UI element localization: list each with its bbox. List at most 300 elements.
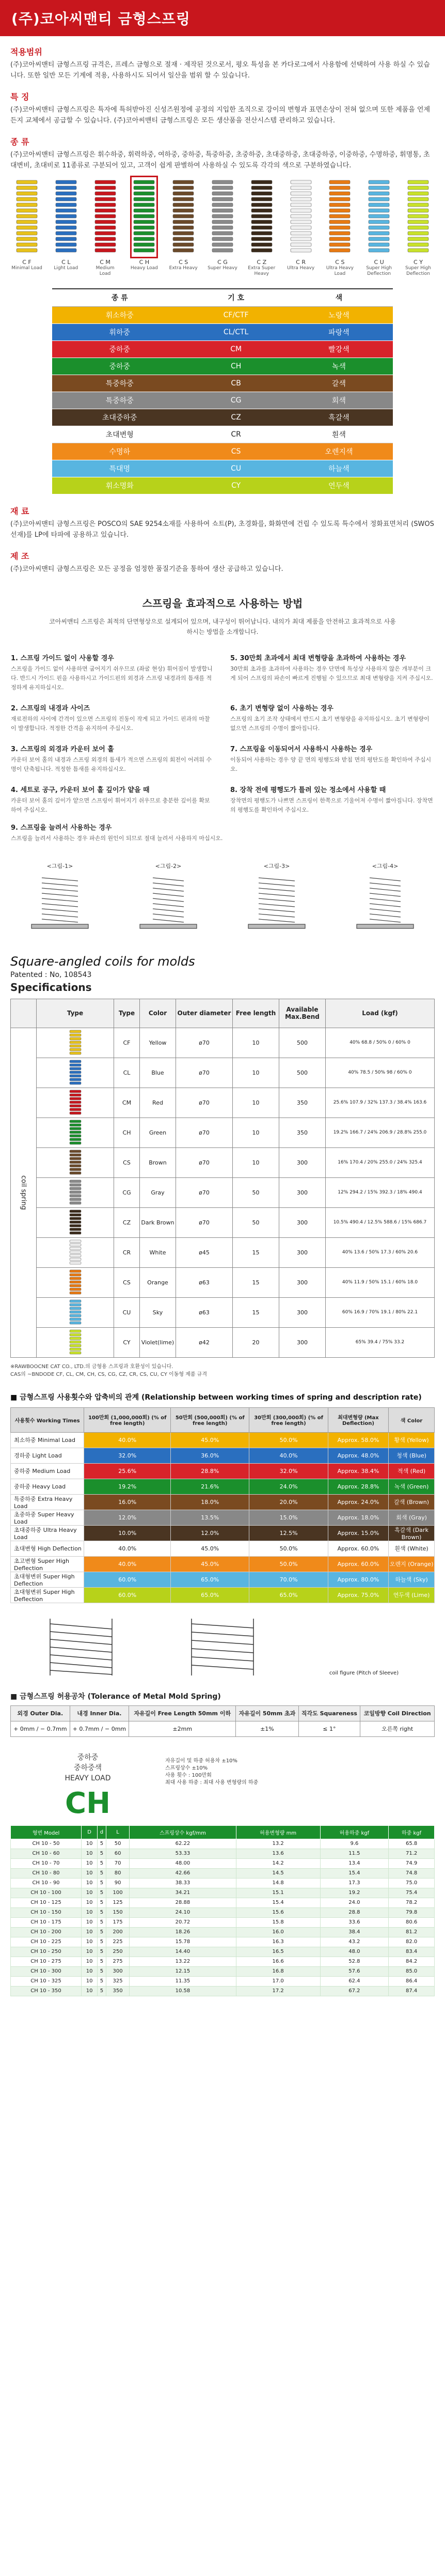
color-table-cell-color: 파랑색: [285, 323, 393, 340]
rel-cell-b: 36.0%: [171, 1448, 249, 1463]
spec-table: [10, 999, 435, 1358]
ch-cell: 81.2: [389, 1927, 435, 1937]
specs-heading: Specifications: [10, 981, 92, 994]
spec-length: 10: [233, 1028, 279, 1058]
spec-bend: 300: [279, 1207, 326, 1237]
ch-cell: 34.21: [130, 1888, 236, 1898]
usage-item-body: 스프링을 가이드 없이 사용하면 굽어지기 쉬우므로 (좌굴 현상) 휘어짐이 발생합니다. 반드시 가이드 핀을 사용하시고 가이드핀의 외경과 스프링 내경과의 틈새를 적정하게 유지하십시오.: [11, 665, 213, 691]
tol-cell: 오른쪽 right: [360, 1721, 435, 1736]
usage-figure-drawing: [119, 870, 217, 932]
color-table-cell-color: 빨강색: [285, 340, 393, 358]
rel-cell-d: Approx. 60.0%: [328, 1556, 388, 1572]
tol-cell: ≤ 1°: [298, 1721, 360, 1736]
ch-cell: 5: [98, 1917, 106, 1927]
spec-od: ø70: [176, 1147, 233, 1177]
spec-col-type-image: Type: [37, 999, 114, 1028]
rel-row: [11, 1510, 435, 1525]
coil-figure-caption: coil figure (Pitch of Sleeve): [329, 1670, 399, 1676]
color-table-cell-code: CY: [187, 477, 285, 494]
tol-cell: + 0mm / − 0.7mm: [11, 1721, 70, 1736]
ch-cell: CH 10 - 325: [11, 1976, 82, 1986]
spring-code: C U: [374, 259, 384, 266]
rel-cell-b: 65.0%: [171, 1572, 249, 1587]
ch-cell: 17.0: [236, 1976, 320, 1986]
rel-cell-c: 40.0%: [249, 1448, 328, 1463]
spec-od: ø70: [176, 1088, 233, 1118]
ch-cell: 57.6: [320, 1966, 389, 1976]
color-table-row: [52, 375, 393, 392]
rel-cell-a: 60.0%: [84, 1572, 171, 1587]
spec-row: [11, 1028, 435, 1058]
rel-cell-c: 24.0%: [249, 1479, 328, 1494]
usage-item-body: 카운터 보어 홀의 내경과 스프링 외경의 틈새가 적으면 스프링의 회전이 어려워 수명이 단축됩니다. 적정한 틈새를 유지하십시오.: [11, 756, 212, 772]
usage-item-body: 30만회 초과를 초과하여 사용하는 경우 단면에 특성상 사용하지 않은 개부분이 크게 되어 스프링의 파손이 빠르게 진행될 수 있으므로 최대 변형량을 지켜 주십시오.: [230, 665, 433, 681]
rel-col-header: 30만회 (300,000회) (% of free length): [249, 1407, 328, 1432]
ch-cell: 82.0: [389, 1937, 435, 1947]
color-table-row: [52, 409, 393, 426]
usage-figure-caption: <그림-1>: [46, 862, 73, 870]
spring-item: [51, 178, 82, 277]
spring-name: Medium Load: [96, 266, 115, 276]
ch-cell: CH 10 - 70: [11, 1858, 82, 1868]
rel-kind: 최소하중 Minimal Load: [11, 1432, 84, 1448]
ch-note-line: 자유길이 및 하중 허용차 ±10%: [165, 1758, 237, 1764]
color-table-cell-kind: 휘소하중: [52, 306, 187, 323]
usage-figures: [11, 862, 434, 934]
rel-cell-b: 18.0%: [171, 1494, 249, 1510]
ch-col-header: 형번 Model: [11, 1825, 82, 1839]
ch-cell: 5: [98, 1947, 106, 1957]
ch-cell: 74.9: [389, 1858, 435, 1868]
spring-code: C Z: [257, 259, 267, 266]
section-heading: 적용범위: [10, 47, 42, 57]
ch-cell: 10: [82, 1839, 98, 1849]
usage-item-body: 스프링의 초기 조작 상태에서 반드시 초기 변형량을 유지하십시오. 초기 변형량이 없으면 스프링의 수명이 짧아집니다.: [230, 715, 430, 732]
spec-type: CY: [114, 1327, 140, 1357]
spec-spring-icon: [69, 1239, 82, 1265]
rel-cell-d: Approx. 48.0%: [328, 1448, 388, 1463]
ch-cell: 71.2: [389, 1849, 435, 1858]
spec-col-bend: Available Max.Bend: [279, 999, 326, 1028]
color-table-cell-color: 연두색: [285, 477, 393, 494]
ch-cell: 78.2: [389, 1898, 435, 1907]
ch-cell: 10: [82, 1957, 98, 1966]
ch-cell: 225: [106, 1937, 130, 1947]
ch-cell: 13.6: [236, 1849, 320, 1858]
spring-code: C Y: [414, 259, 423, 266]
rel-cell-a: 60.0%: [84, 1587, 171, 1603]
spring-item: [129, 178, 160, 277]
ch-cell: 10.58: [130, 1986, 236, 1996]
rel-cell-c: 50.0%: [249, 1556, 328, 1572]
ch-cell: 10: [82, 1917, 98, 1927]
color-table-cell-kind: 중하중: [52, 340, 187, 358]
spec-spring-icon: [69, 1149, 82, 1175]
spring-name: Super High Deflection: [405, 266, 431, 276]
ch-cell: CH 10 - 150: [11, 1907, 82, 1917]
spec-spring-image: [37, 1028, 114, 1058]
spec-od: ø70: [176, 1177, 233, 1207]
rel-row: [11, 1572, 435, 1587]
tol-cell: ±2mm: [129, 1721, 236, 1736]
spec-row: [11, 1207, 435, 1237]
section-body: (주)코아씨맨티 금형스프링은 특자에 특허받아진 신성즈원정에 공정의 지입한 조직으로 강이의 변형과 표면손상이 전혀 없으며 또한 제품을 언제든지 교체에서 공급할 수 있습니다. (주)코아씨맨티 금형스프링은 모든 생산품을 전산시스템 관리하고 있습니다.: [10, 106, 431, 125]
spring-name: Super High Deflection: [366, 266, 392, 276]
color-table-row: [52, 460, 393, 477]
rel-cell-a: 16.0%: [84, 1494, 171, 1510]
ch-cell: CH 10 - 300: [11, 1966, 82, 1976]
ch-cell: 38.4: [320, 1927, 389, 1937]
spec-type: CL: [114, 1058, 140, 1088]
rel-cell-c: 32.0%: [249, 1463, 328, 1479]
spec-length: 15: [233, 1237, 279, 1267]
usage-item: [230, 743, 434, 774]
ch-cell: 5: [98, 1858, 106, 1868]
spec-bend: 500: [279, 1058, 326, 1088]
spec-length: 15: [233, 1267, 279, 1297]
intro-sections: [0, 45, 445, 171]
ch-cell: 33.6: [320, 1917, 389, 1927]
ch-note-line: 사용 횟수 : 100만회: [165, 1772, 212, 1778]
ch-cell: 10: [82, 1858, 98, 1868]
spring-color-table: [52, 288, 393, 494]
spec-side-text: coil spring: [20, 1175, 27, 1210]
spec-row: [11, 1237, 435, 1267]
color-table-cell-code: CB: [187, 375, 285, 392]
ch-cell: CH 10 - 350: [11, 1986, 82, 1996]
usage-figure-caption: <그림-4>: [372, 862, 399, 870]
ch-cell: 5: [98, 1849, 106, 1858]
ch-cell: CH 10 - 80: [11, 1868, 82, 1878]
rel-cell-a: 40.0%: [84, 1432, 171, 1448]
color-table-row: [52, 323, 393, 340]
section-body: (주)코아씨맨티 금형스프링은 휘수하중, 휘력하중, 여하중, 중하중, 특중하중, 초중하중, 초대중하중, 초대중하중, 이중하중, 수명하중, 휘명통, 초대변비, 초대비로 11종류로 구분되어 있고, 고객이 쉽게 판별하여 사용하실 수 있도록 각각의 색으로 구분하였습니다.: [10, 151, 430, 169]
spec-spring-image: [37, 1327, 114, 1357]
usage-figure-drawing: [336, 870, 434, 932]
spec-color: Violet(lime): [140, 1327, 176, 1357]
spec-od: ø63: [176, 1297, 233, 1327]
ch-cell: 62.4: [320, 1976, 389, 1986]
ch-row: [11, 1957, 435, 1966]
ch-cell: 200: [106, 1927, 130, 1937]
material-notes: [0, 505, 445, 575]
spec-spring-image: [37, 1118, 114, 1147]
ch-row: [11, 1986, 435, 1996]
tol-col-header: 외경 Outer Dia.: [11, 1705, 70, 1721]
spec-type: CM: [114, 1088, 140, 1118]
tol-col-header: 자유길이 50mm 초과: [236, 1705, 298, 1721]
ch-cell: 16.5: [236, 1947, 320, 1957]
header-banner: [0, 0, 445, 36]
rel-kind: 초고변형 Super High Deflection: [11, 1556, 84, 1572]
rel-cell-c: 12.5%: [249, 1525, 328, 1541]
spec-row: [11, 1088, 435, 1118]
usage-grid: [11, 653, 434, 815]
spec-od: ø70: [176, 1058, 233, 1088]
spring-coil-icon: [211, 178, 234, 256]
relationship-title: ■ 금형스프링 사용횟수와 압축비의 관계 (Relationship between working times of spring and description rate): [10, 1393, 422, 1402]
usage-item-title: 2. 스프링의 내경과 사이즈: [11, 704, 90, 712]
spec-od: ø70: [176, 1207, 233, 1237]
spec-col-load: Load (kgf): [326, 999, 435, 1028]
ch-cell: 12.15: [130, 1966, 236, 1976]
spec-load: 10.5% 490.4 / 12.5% 588.6 / 15% 686.7: [326, 1207, 435, 1237]
ch-cell: 43.2: [320, 1937, 389, 1947]
ch-cell: 15.4: [320, 1868, 389, 1878]
spring-item: [285, 178, 316, 277]
spec-col-od: Outer diameter: [176, 999, 233, 1028]
spring-code: C G: [217, 259, 228, 266]
spec-type: CZ: [114, 1207, 140, 1237]
ch-cell: 24.0: [320, 1898, 389, 1907]
ch-cell: 48.00: [130, 1858, 236, 1868]
usage-figure-drawing: [228, 870, 326, 932]
spec-type: CS: [114, 1267, 140, 1297]
spec-spring-image: [37, 1058, 114, 1088]
ch-cell: 5: [98, 1957, 106, 1966]
usage-item-title: 5. 30만회 초과에서 최대 변형량을 초과하여 사용하는 경우: [230, 654, 406, 662]
rel-cell-d: Approx. 15.0%: [328, 1525, 388, 1541]
color-table-cell-code: CF/CTF: [187, 306, 285, 323]
spec-spring-image: [37, 1207, 114, 1237]
ch-cell: 250: [106, 1947, 130, 1957]
spec-length: 50: [233, 1177, 279, 1207]
rel-kind: 초대형변위 Super High Deflection: [11, 1587, 84, 1603]
usage-figure-drawing: [11, 870, 109, 932]
spec-color: Sky: [140, 1297, 176, 1327]
color-table-cell-color: 녹색: [285, 358, 393, 375]
rel-cell-c: 70.0%: [249, 1572, 328, 1587]
spring-name: Extra Super Heavy: [248, 266, 276, 276]
rel-cell-color: 황색 (Yellow): [389, 1432, 435, 1448]
ch-cell: 15.6: [236, 1907, 320, 1917]
ch-notes: [165, 1752, 435, 1820]
ch-heavy-load-block: [10, 1752, 435, 1820]
ch-cell: CH 10 - 275: [11, 1957, 82, 1966]
usage-item-body: 이동되어 사용하는 경우 양 끝 면의 평행도와 받침 면의 평탄도를 확인하여 주십시오.: [230, 756, 432, 772]
spec-od: ø45: [176, 1237, 233, 1267]
rel-cell-color: 갈색 (Brown): [389, 1494, 435, 1510]
spec-length: 10: [233, 1058, 279, 1088]
rel-cell-d: Approx. 75.0%: [328, 1587, 388, 1603]
rel-cell-c: 65.0%: [249, 1587, 328, 1603]
ch-cell: 24.10: [130, 1907, 236, 1917]
spec-bend: 300: [279, 1237, 326, 1267]
ch-cell: 10: [82, 1868, 98, 1878]
note-body: (주)코아씨맨티 금형스프링은 POSCO의 SAE 9254소재를 사용하여 쇼트(P), 초경화를, 화화면에 건립 수 있도록 특수에서 정화표면처리 (SWOS 선재)를 LP에 타파에 공용하고 있습니다.: [10, 520, 434, 539]
color-table-cell-color: 갈색: [285, 375, 393, 392]
ch-cell: 80: [106, 1868, 130, 1878]
spec-color: White: [140, 1237, 176, 1267]
ch-col-header: 허용변형량 mm: [236, 1825, 320, 1839]
color-table-row: [52, 340, 393, 358]
spring-coil-icon: [250, 178, 273, 256]
spec-length: 10: [233, 1147, 279, 1177]
section-heading: 종 류: [10, 137, 29, 147]
ch-cell: 14.40: [130, 1947, 236, 1957]
spec-footnote: [0, 1358, 445, 1378]
spec-spring-image: [37, 1237, 114, 1267]
ch-cell: 125: [106, 1898, 130, 1907]
color-table-row: [52, 392, 393, 409]
rel-cell-d: Approx. 60.0%: [328, 1541, 388, 1556]
usage-item-body: 스프링을 늘려서 사용하는 경우 파손의 원인이 되므로 절대 늘려서 사용하지 마십시오.: [11, 834, 223, 842]
spring-name: Extra Heavy: [169, 266, 198, 271]
rel-cell-b: 45.0%: [171, 1556, 249, 1572]
rel-cell-d: Approx. 18.0%: [328, 1510, 388, 1525]
spec-load: 19.2% 166.7 / 24% 206.9 / 28.8% 255.0: [326, 1118, 435, 1147]
usage-title: 스프링을 효과적으로 사용하는 방법: [142, 597, 303, 610]
rel-cell-b: 45.0%: [171, 1541, 249, 1556]
color-table-cell-kind: 수명하: [52, 443, 187, 460]
rel-kind: 초대중하중 Ultra Heavy Load: [11, 1525, 84, 1541]
spring-coil-icon: [407, 178, 430, 256]
ch-cell: 10: [82, 1966, 98, 1976]
rel-cell-b: 65.0%: [171, 1587, 249, 1603]
color-table-cell-code: CS: [187, 443, 285, 460]
color-table-cell-code: CL/CTL: [187, 323, 285, 340]
col-header-color: 색: [285, 289, 393, 306]
ch-cell: 10: [82, 1937, 98, 1947]
usage-extra-item: [11, 822, 434, 843]
tol-col-header: 내경 Inner Dia.: [70, 1705, 129, 1721]
color-table-cell-color: 회색: [285, 392, 393, 409]
spec-type: CU: [114, 1297, 140, 1327]
ch-cell: CH 10 - 250: [11, 1947, 82, 1957]
usage-item-body: 재료전하의 사이에 간격이 있으면 스프링의 진동이 작게 되고 가이드 핀과의 마찰이 발생합니다. 적정한 간격을 유지하여 주십시오.: [11, 715, 210, 732]
page-title: (주)코아씨맨티 금형스프링: [11, 10, 190, 27]
spec-bend: 350: [279, 1118, 326, 1147]
rel-row: [11, 1556, 435, 1572]
rel-cell-color: 오렌지 (Orange): [389, 1556, 435, 1572]
ch-cell: 10: [82, 1907, 98, 1917]
color-table-cell-code: CM: [187, 340, 285, 358]
ch-cell: CH 10 - 225: [11, 1937, 82, 1947]
spring-item: [90, 178, 121, 277]
ch-note-line: 최대 사용 하중 : 최대 사용 변형량의 하중: [165, 1779, 259, 1786]
spec-spring-icon: [69, 1209, 82, 1235]
ch-cell: 300: [106, 1966, 130, 1976]
ch-col-header: 허용하중 kgf: [320, 1825, 389, 1839]
spec-bend: 500: [279, 1028, 326, 1058]
spec-color: Orange: [140, 1267, 176, 1297]
ch-row: [11, 1868, 435, 1878]
color-table-cell-kind: 특중하중: [52, 375, 187, 392]
spec-bend: 350: [279, 1088, 326, 1118]
ch-cell: 10: [82, 1986, 98, 1996]
spec-spring-icon: [69, 1179, 82, 1205]
ch-col-header: 스프링상수 kgf/mm: [130, 1825, 236, 1839]
spring-coil-icon: [133, 178, 155, 256]
usage-figure: [11, 862, 109, 934]
color-table-cell-color: 흑갈색: [285, 409, 393, 426]
rel-cell-color: 하늘색 (Sky): [389, 1572, 435, 1587]
usage-item-title: 4. 세트로 공구, 카운터 보어 홀 깊이가 얕을 때: [11, 786, 150, 794]
ch-row: [11, 1878, 435, 1888]
coil-figure-1: [29, 1613, 133, 1681]
rel-col-header: 50만회 (500,000회) (% of free length): [171, 1407, 249, 1432]
spec-footnote-line: CAS의 ~BNDODE CF, CL, CM, CH, CS, CG, CZ, CR, CS, CU, CY 이동형 제품 규격: [10, 1371, 208, 1377]
spec-load: 40% 13.6 / 50% 17.3 / 60% 20.6: [326, 1237, 435, 1267]
ch-cell: 16.8: [236, 1966, 320, 1976]
spec-color: Blue: [140, 1058, 176, 1088]
rel-cell-a: 10.0%: [84, 1525, 171, 1541]
spec-color: Gray: [140, 1177, 176, 1207]
usage-item: [11, 703, 215, 733]
spring-name: Minimal Load: [11, 266, 42, 271]
spec-spring-icon: [69, 1269, 82, 1295]
spec-row: [11, 1297, 435, 1327]
spec-load: 60% 16.9 / 70% 19.1 / 80% 22.1: [326, 1297, 435, 1327]
ch-cell: 14.5: [236, 1868, 320, 1878]
coil-figure-2: [171, 1613, 274, 1681]
rel-cell-color: 흰색 (White): [389, 1541, 435, 1556]
ch-cell: 15.1: [236, 1888, 320, 1898]
usage-figure: [228, 862, 326, 934]
rel-col-header: 색 Color: [389, 1407, 435, 1432]
spec-spring-icon: [69, 1329, 82, 1355]
ch-cell: 86.4: [389, 1976, 435, 1986]
rel-kind: 중하중 Heavy Load: [11, 1479, 84, 1494]
spring-name: Heavy Load: [130, 266, 158, 271]
color-table-cell-code: CZ: [187, 409, 285, 426]
rel-cell-d: Approx. 80.0%: [328, 1572, 388, 1587]
spring-coil-icon: [368, 178, 390, 256]
spec-footnote-line: ※RAWBOOCNE CAT CO., LTD.의 금형용 스프링과 호환성이 있습니다.: [10, 1363, 173, 1370]
spring-item: [246, 178, 277, 277]
tol-col-header: 자유길이 Free Length 50mm 이하: [129, 1705, 236, 1721]
spring-coil-icon: [172, 178, 195, 256]
tol-row: [11, 1721, 435, 1736]
color-table-cell-color: 흰색: [285, 426, 393, 443]
ch-cell: 10: [82, 1976, 98, 1986]
spec-od: ø70: [176, 1118, 233, 1147]
ch-row: [11, 1888, 435, 1898]
usage-item: [11, 784, 215, 815]
ch-cell: 5: [98, 1927, 106, 1937]
ch-cell: CH 10 - 200: [11, 1927, 82, 1937]
usage-item-title: 3. 스프링의 외경과 카운터 보어 홀: [11, 745, 114, 753]
spec-col-color: Color: [140, 999, 176, 1028]
spec-row: [11, 1177, 435, 1207]
ch-cell: 28.88: [130, 1898, 236, 1907]
ch-cell: 19.2: [320, 1888, 389, 1898]
spec-spring-icon: [69, 1089, 82, 1115]
spec-bend: 300: [279, 1327, 326, 1357]
color-table-cell-code: CG: [187, 392, 285, 409]
spring-item: [324, 178, 355, 277]
ch-row: [11, 1927, 435, 1937]
ch-row: [11, 1947, 435, 1957]
ch-cell: 70: [106, 1858, 130, 1868]
ch-cell: 5: [98, 1878, 106, 1888]
ch-cell: 79.8: [389, 1907, 435, 1917]
spring-name: Super Heavy: [208, 266, 237, 271]
spec-type: CR: [114, 1237, 140, 1267]
ch-cell: 17.2: [236, 1986, 320, 1996]
spec-load: 12% 294.2 / 15% 392.3 / 18% 490.4: [326, 1177, 435, 1207]
spec-spring-image: [37, 1147, 114, 1177]
rel-cell-c: 50.0%: [249, 1541, 328, 1556]
ch-cell: 48.0: [320, 1947, 389, 1957]
color-table-cell-code: CU: [187, 460, 285, 477]
spec-bend: 300: [279, 1267, 326, 1297]
rel-cell-c: 20.0%: [249, 1494, 328, 1510]
spec-spring-icon: [69, 1029, 82, 1055]
spring-gallery: [0, 171, 445, 277]
usage-item: [11, 743, 215, 774]
spec-length: 10: [233, 1088, 279, 1118]
